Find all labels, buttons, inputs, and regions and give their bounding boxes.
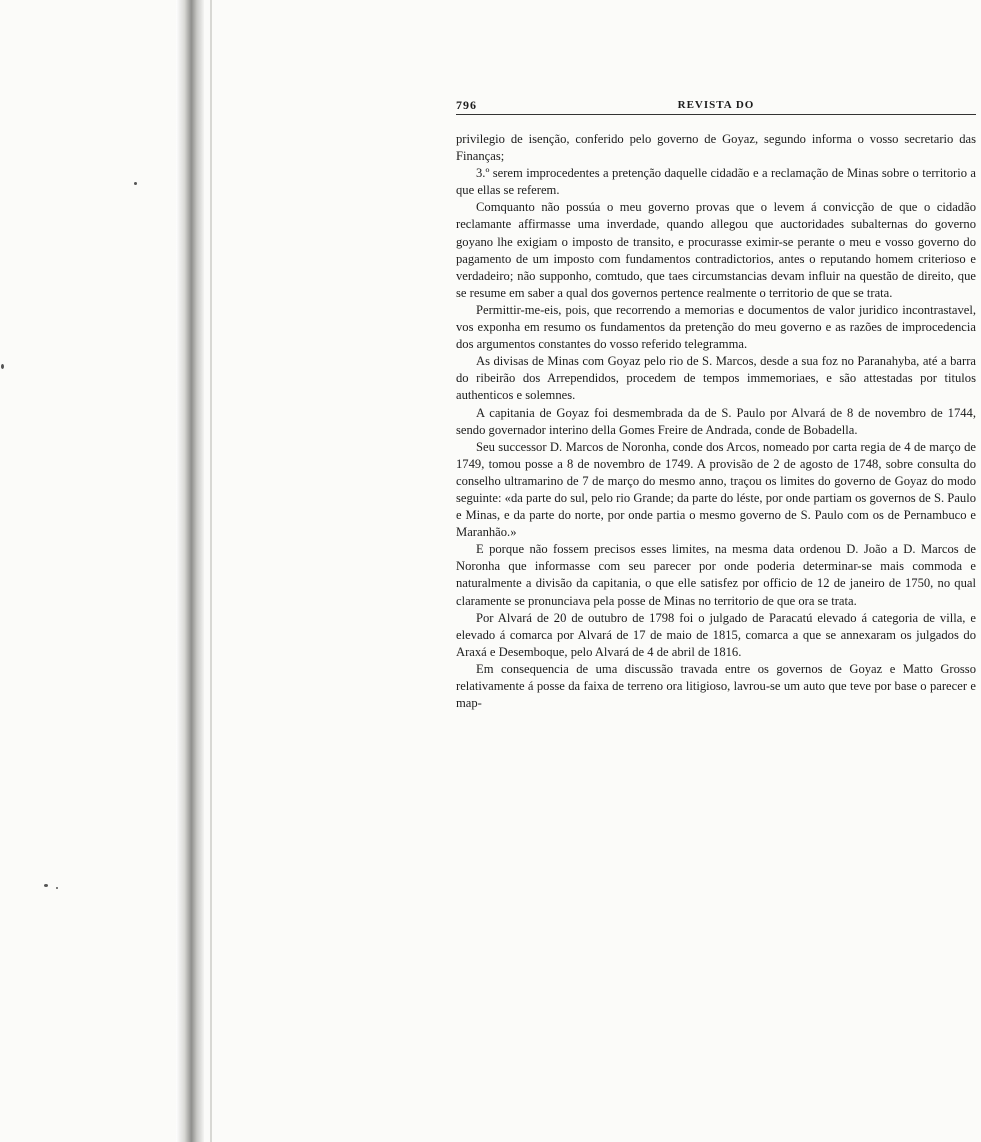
- running-header: [456, 92, 976, 115]
- scan-speck: [56, 887, 58, 889]
- page-body: [456, 131, 976, 712]
- scan-speck: [1, 364, 4, 369]
- paragraph: A capitania de Goyaz foi desmembrada da de S. Paulo por Alvará de 8 de novembro de 1744, sendo governador interino della Gomes Freire de Andrada, conde de Bobadella.: [456, 405, 976, 437]
- scan-speck: [44, 884, 48, 887]
- page-gutter-shadow: [176, 0, 204, 1142]
- scan-speck: [134, 182, 137, 185]
- page-number: 796: [456, 98, 477, 112]
- running-title: REVISTA DO: [677, 99, 755, 111]
- paragraph: 3.º serem improcedentes a pretenção daquelle cidadão e a reclamação de Minas sobre o territorio a que ellas se referem.: [456, 166, 976, 198]
- page-edge-line: [210, 0, 212, 1142]
- paragraph: Por Alvará de 20 de outubro de 1798 foi o julgado de Paracatú elevado á categoria de villa, e elevado á comarca por Alvará de 17 de maio de 1815, comarca a que se annexaram os julgados do Araxá e Desemboque, pelo Alvará de 4 de abril de 1816.: [456, 610, 976, 659]
- paragraph: E porque não fossem precisos esses limites, na mesma data ordenou D. João a D. Marcos de Noronha que informasse com seu parecer por onde poderia determinar-se mais commoda e naturalmente a divisão da capitania, o que elle satisfez por officio de 12 de janeiro de 1750, no qual claramente se pronunciava pela posse de Minas no territorio de que ora se trata.: [456, 542, 976, 608]
- paragraph: As divisas de Minas com Goyaz pelo rio de S. Marcos, desde a sua foz no Paranahyba, até a barra do ribeirão dos Arrependidos, procedem de tempos immemoriaes, e são attestadas por titulos authenticos e solemnes.: [456, 354, 976, 403]
- paragraph: Seu successor D. Marcos de Noronha, conde dos Arcos, nomeado por carta regia de 4 de março de 1749, tomou posse a 8 de novembro de 1749. A provisão de 2 de agosto de 1748, sobre consulta do conselho ultramarino de 7 de março do mesmo anno, traçou os limites do governo de Goyaz do modo seguinte: «da parte do sul, pelo rio Grande; da parte do léste, por onde partiam os governos de S. Paulo e Minas, e da parte do norte, por onde partia o mesmo governo de S. Paulo com os de Pernambuco e Maranhão.»: [456, 439, 976, 540]
- paragraph: Em consequencia de uma discussão travada entre os governos de Goyaz e Matto Grosso relativamente á posse da faixa de terreno ora litigioso, lavrou-se um auto que teve por base o parecer e map-: [456, 661, 976, 711]
- paragraph: Permittir-me-eis, pois, que recorrendo a memorias e documentos de valor juridico incontrastavel, vos exponha em resumo os fundamentos da pretenção do meu governo e as razões de improcedencia dos argumentos constantes do vosso referido telegramma.: [456, 302, 976, 352]
- book-page: [456, 92, 976, 712]
- paragraph: Comquanto não possúa o meu governo provas que o levem á convicção de que o cidadão reclamante affirmasse uma inverdade, quando allegou que auctoridades subalternas do governo goyano lhe exigiam o imposto de transito, e procurasse eximir-se perante o meu e vosso governo do pagamento de um imposto com fundamentos contradictorios, antes o reputando homem criterioso e verdadeiro; não supponho, comtudo, que taes circumstancias devam influir na questão de direito, que se resume em saber a qual dos governos pertence realmente o territorio de que se trata.: [456, 200, 976, 300]
- paragraph: privilegio de isenção, conferido pelo governo de Goyaz, segundo informa o vosso secretario das Finanças;: [456, 132, 976, 164]
